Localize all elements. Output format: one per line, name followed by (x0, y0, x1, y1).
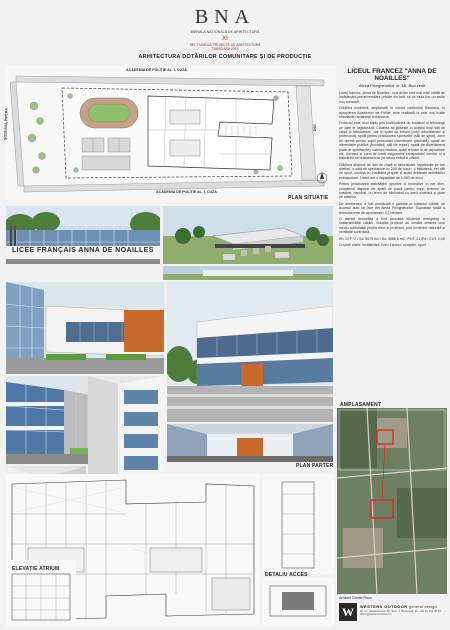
location-aerial-map (337, 408, 447, 594)
project-description (339, 68, 445, 250)
header (0, 0, 450, 64)
architect-name: Arhitect Daniel Rosu (339, 596, 372, 600)
photo-main-facade (167, 282, 333, 422)
firm-suffix: general design (409, 605, 437, 609)
photo-facade-entrance (6, 206, 160, 264)
entrance-detail-section (262, 474, 334, 574)
edition-mark: XI (222, 36, 228, 42)
render-strip (163, 266, 333, 280)
caption-detaliu-acces: DETALIU ACCES (265, 572, 308, 578)
site-plan-drawing (6, 66, 336, 200)
paragraph: Liceul francez „Anna de Noailles", una dintre cele mai mari unități de învățământ preuniversitare private din țară, se va muta într-un sediu nou construit. (339, 91, 445, 104)
road-label-top: ACADEMIA DE POLIȚIE AL. I. CUZA (126, 68, 187, 72)
site-plan (3, 66, 336, 200)
render-aerial-entrance (163, 206, 333, 264)
caption-plan-situatie: PLAN SITUAȚIE (288, 195, 329, 201)
biennale-name: BIENALA NAȚIONALĂ DE ARHITECTURĂ (190, 30, 260, 34)
edition-line: TIMIȘOARA 2014 (211, 47, 239, 51)
paragraph: Clădirea modernă, amplasată în nordul cartierului Băneasa, în apropierea Academiei de Poliție, este realizată la cele mai înalte standarde românești și franceze. (339, 106, 445, 119)
firm-address: str. Gr. Alexandrescu 59, Sect. 1, București, tel: +40 21 313 45 67, office@westernoutdoor.ro (360, 609, 442, 617)
footer (335, 596, 447, 626)
caption-amplasament: AMPLASAMENT (340, 402, 382, 408)
firm-title: WESTERN OUTDOOR (360, 604, 408, 609)
facade-sign: LICÉE FRANÇAIS ANNA DE NOAILLES (12, 247, 154, 254)
firm-logo: W (339, 603, 357, 621)
bna-logo: BNA (194, 6, 256, 28)
paragraph: De asemenea, a fost prevăzută o parcare la subsolul clădirii, iar accesul auto se face din Aleea Privighetorilor. Suprafața totală a terenului este de aproximativ 3,2 hectare. (339, 201, 445, 215)
paragraph: O atenție deosebită a fost acordată eficienței energetice și sustenabilității clădirii. Soluțiile propuse au urmărit crearea unui mediu confortabil pentru elevi și profesori, prin iluminare naturală și ventilație controlată. (339, 217, 445, 235)
indicators: Rh: S+P+2 / Sd: 5075 m2 / Su: 3686,5 m2 / POT: 21,5% / CUT: 0,45 (339, 236, 445, 241)
paragraph: Pentru practicarea activităților sportive și recreative în aer liber, complexul dispune de spații de joacă pentru copii, terenuri de baschet, handbal, un teren de minifotbal cu iarbă sintetică și piste de atletism. (339, 182, 445, 200)
photo-interior (167, 424, 333, 462)
project-title: LICEUL FRANCEZ "ANNA DE NOAILLES" (347, 68, 437, 82)
caption-plan-parter-top: PLAN PARTER (296, 463, 334, 469)
caption-elevatie-atrium: ELEVAȚIE ATRIUM (12, 566, 60, 572)
paragraph: Proiectul este unul atipic prin multitudinea de funcțiuni și tehnologii pe care le înglobează. Clădirea se găsește în același timp săli de clasă și laboratoare, dar și spații de birouri (corp administrativ și profesorat), spații pentru practicarea sporturilor (săli de sport), zone de dormit pentru copiii preșcolari (dormitoare grădiniță), spații de alimentație publică (bucătării, săli de mese), spații de divertisment (sală de spectacole), cabinet medical, spații tehnice și de depozitare etc. Accesul și zona de bază asigurarea transportului elevilor și a tranzitului se realizează de pe latura estică a clădirii. (339, 121, 445, 161)
keywords: Cuvinte cheie: învățământ, liceu francez, complex, sport (339, 243, 426, 248)
section-title: ARHITECTURA DOTĂRILOR COMUNITARE ȘI DE PRODUCȚIE (138, 54, 312, 60)
road-label-bottom: ACADEMIA DE POLIȚIE AL. I. CUZA (156, 190, 217, 194)
section-line: SECȚIUNEA A PROIECTE DE ARHITECTURĂ (189, 43, 261, 47)
photo-courtyard (6, 282, 164, 374)
paragraph: Clădirea dispune de săli de clasă și laboratoare repartizate pe trei niveluri, o sală de spectacole cu 200 de locuri, o bibliotecă, trei săli de sport, cantină cu bucătărie proprie și spații destinate activităților extrașcolare. Liceul are o capacitate de 1.000 de elevi. (339, 162, 445, 180)
road-label-left: ȘOSEAUA PIPERA (3, 107, 9, 141)
road-label-right: DN1 (312, 124, 317, 132)
entrance-detail-plan (262, 578, 334, 626)
project-address: Aleea Privighetorilor nr. 1A, București (358, 83, 426, 88)
project-text (339, 91, 445, 248)
